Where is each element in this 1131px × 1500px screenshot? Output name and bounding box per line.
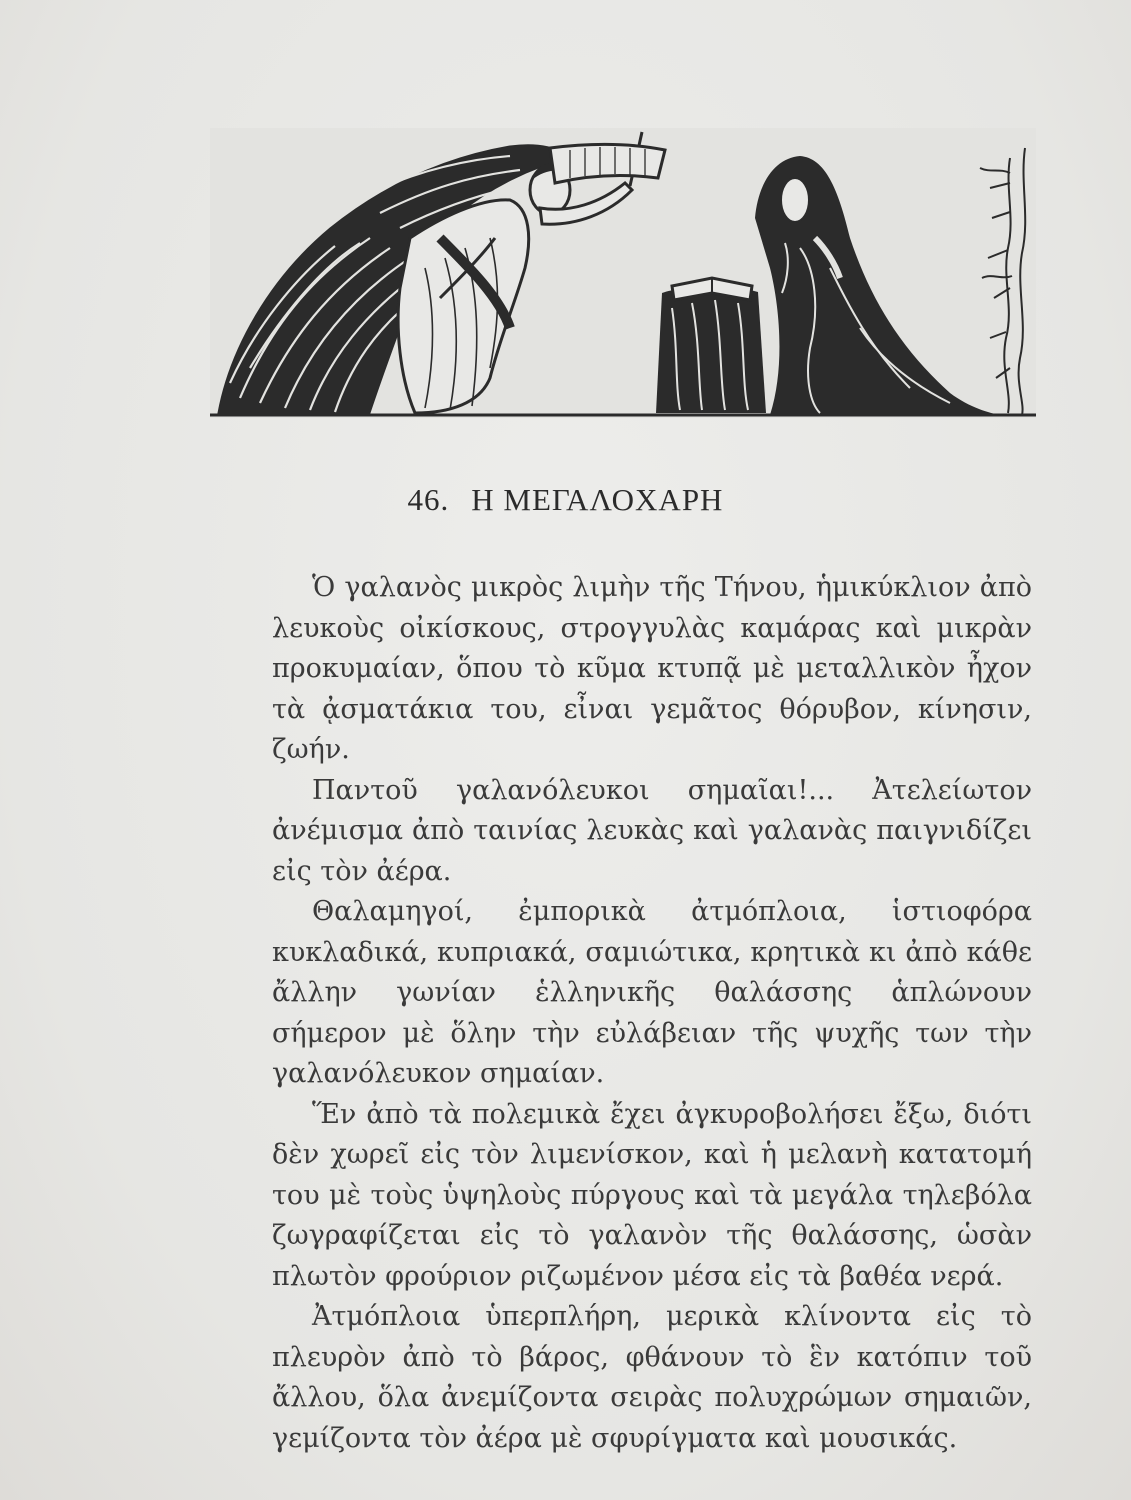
chapter-title: Η ΜΕΓΑΛΟΧΑΡΗ [471, 482, 724, 517]
angel-banner [550, 144, 665, 183]
annunciation-illustration [210, 128, 1036, 418]
paragraph-2: Παντοῦ γαλανόλευκοι σημαῖαι!... Ἀτελείωτον ἀνέμισμα ἀπὸ ταινίας λευκὰς καὶ γαλανὰς παιγνιδίζει εἰς τὸν ἀέρα. [272, 774, 1032, 887]
paragraph-5: Ἀτμόπλοια ὑπερπλήρη, μερικὰ κλίνοντα εἰς τὸ πλευρὸν ἀπὸ τὸ βάρος, φθάνουν τὸ ἓν κατόπιν τοῦ ἄλλου, ὅλα ἀνεμίζοντα σειρὰς πολυχρώμων σημαιῶν, γεμίζοντα τὸν ἀέρα μὲ σφυρίγματα καὶ μουσικάς. [272, 1301, 1032, 1454]
paragraph-1: Ὁ γαλανὸς μικρὸς λιμὴν τῆς Τήνου, ἡμικύκλιον ἀπὸ λευκοὺς οἰκίσκους, στρογγυλὰς καμάρας καὶ μικρὰν προκυμαίαν, ὅπου τὸ κῦμα κτυπᾷ μὲ μεταλλικὸν ἦχον τὰ ᾀσματάκια του, εἶναι γεμᾶτος θόρυβον, κίνησιν, ζωήν. [272, 572, 1032, 765]
paragraph-4: Ἕν ἀπὸ τὰ πολεμικὰ ἔχει ἀγκυροβολήσει ἔξω, διότι δὲν χωρεῖ εἰς τὸν λιμενίσκον, καὶ ἡ μελανὴ κατατομή του μὲ τοὺς ὑψηλοὺς πύργους καὶ τὰ μεγάλα τηλεβόλα ζωγραφίζεται εἰς τὸ γαλανὸν τῆς θαλάσσης, ὡσὰν πλωτὸν φρούριον ριζωμένον μέσα εἰς τὰ βαθέα νερά. [272, 1098, 1032, 1292]
chapter-number: 46. [407, 482, 450, 517]
chapter-heading [0, 482, 1131, 518]
lectern [656, 278, 766, 413]
paragraph-3: Θαλαμηγοί, ἐμπορικὰ ἀτμόπλοια, ἱστιοφόρα κυκλαδικά, κυπριακά, σαμιώτικα, κρητικὰ κι ἀπὸ κάθε ἄλλην γωνίαν ἑλληνικῆς θαλάσσης ἁπλώνουν σήμερον μὲ ὅλην τὴν εὐλάβειαν τῆς ψυχῆς των τὴν γαλανόλευκον σημαίαν. [272, 896, 1032, 1089]
chapter-body [272, 568, 1032, 1459]
